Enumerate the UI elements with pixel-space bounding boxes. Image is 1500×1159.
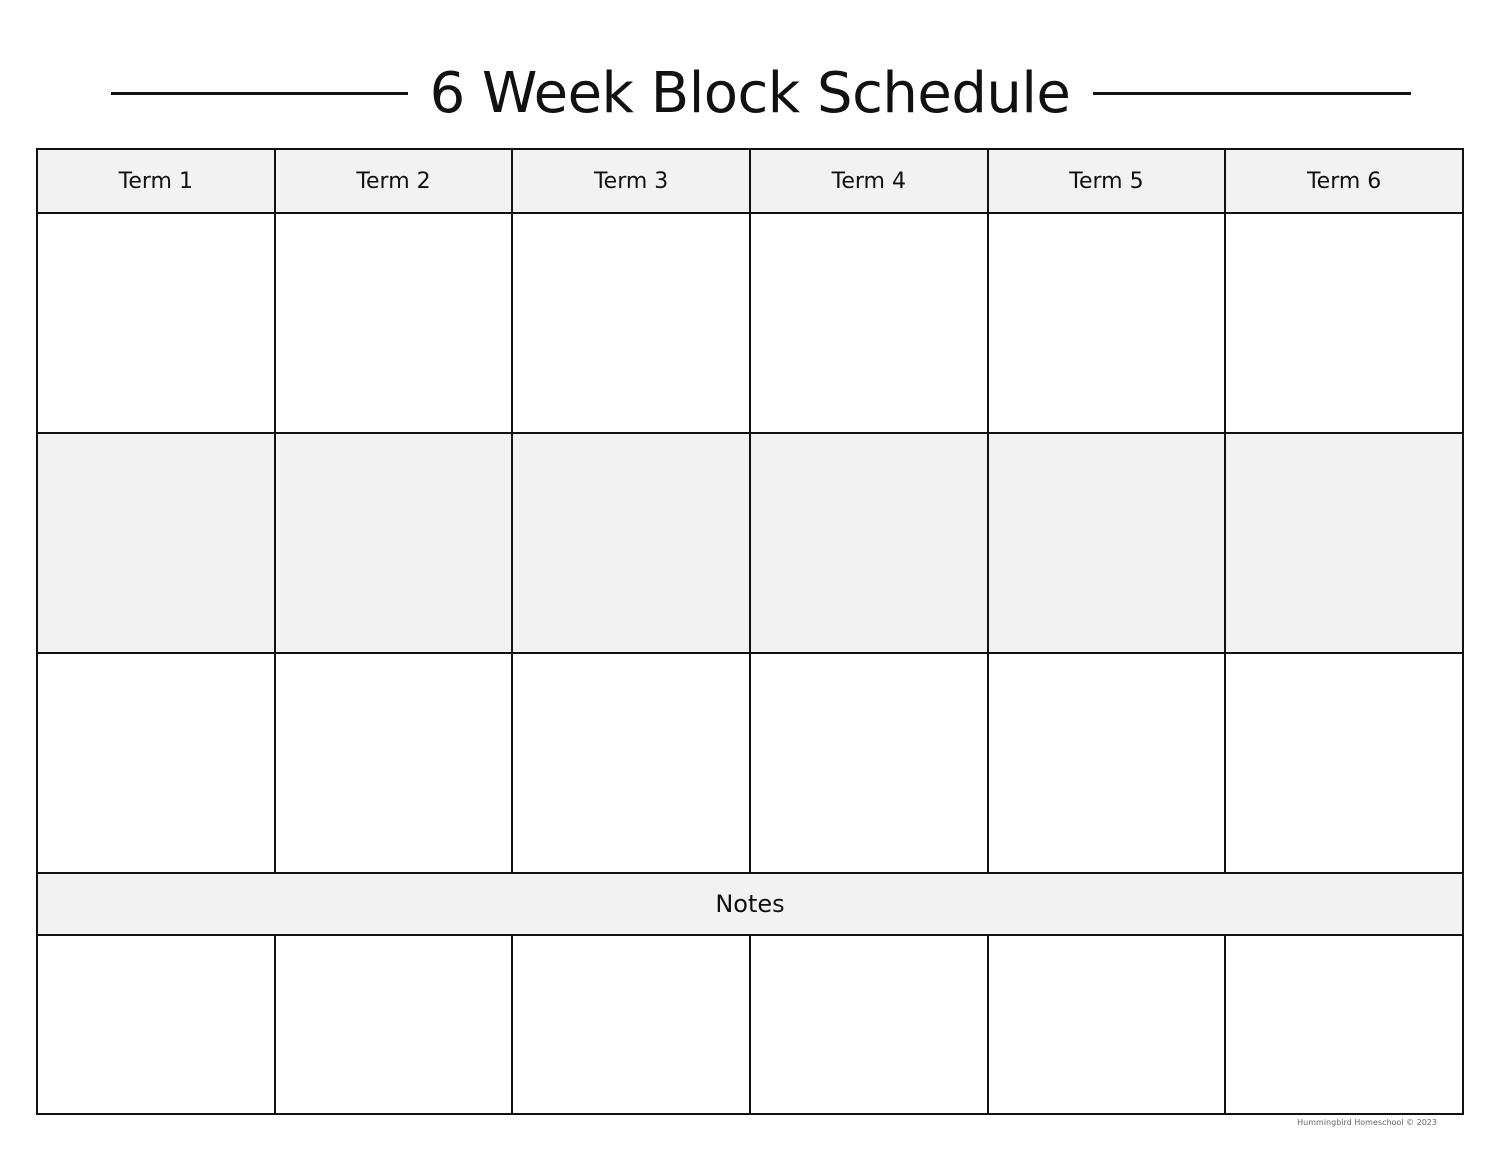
schedule-cell[interactable] xyxy=(512,433,750,653)
term-header-row xyxy=(37,149,1463,213)
schedule-cell[interactable] xyxy=(1225,433,1463,653)
schedule-cell[interactable] xyxy=(988,433,1226,653)
schedule-cell[interactable] xyxy=(750,433,988,653)
schedule-grid xyxy=(36,148,1464,1115)
notes-cell[interactable] xyxy=(512,935,750,1114)
notes-cell[interactable] xyxy=(275,935,513,1114)
notes-cell[interactable] xyxy=(988,935,1226,1114)
schedule-cell[interactable] xyxy=(1225,653,1463,873)
term-header-1: Term 1 xyxy=(37,149,275,213)
schedule-cell[interactable] xyxy=(512,213,750,433)
schedule-cell[interactable] xyxy=(988,653,1226,873)
schedule-row-2 xyxy=(37,433,1463,653)
notes-cell[interactable] xyxy=(37,935,275,1114)
schedule-cell[interactable] xyxy=(512,653,750,873)
schedule-cell[interactable] xyxy=(275,213,513,433)
schedule-cell[interactable] xyxy=(37,433,275,653)
schedule-cell[interactable] xyxy=(37,213,275,433)
notes-heading: Notes xyxy=(37,873,1463,935)
title-banner xyxy=(0,58,1500,130)
copyright-footer: Hummingbird Homeschool © 2023 xyxy=(1297,1118,1437,1127)
term-header-6: Term 6 xyxy=(1225,149,1463,213)
schedule-row-3 xyxy=(37,653,1463,873)
notes-cell[interactable] xyxy=(1225,935,1463,1114)
term-header-5: Term 5 xyxy=(988,149,1226,213)
schedule-row-1 xyxy=(37,213,1463,433)
schedule-cell[interactable] xyxy=(275,653,513,873)
term-header-2: Term 2 xyxy=(275,149,513,213)
schedule-cell[interactable] xyxy=(1225,213,1463,433)
notes-header-row xyxy=(37,873,1463,935)
schedule-cell[interactable] xyxy=(750,213,988,433)
title-rule-left xyxy=(111,92,408,95)
term-header-3: Term 3 xyxy=(512,149,750,213)
title-rule-right xyxy=(1093,92,1411,95)
notes-row xyxy=(37,935,1463,1114)
page-title: 6 Week Block Schedule xyxy=(429,61,1071,126)
term-header-4: Term 4 xyxy=(750,149,988,213)
schedule-cell[interactable] xyxy=(988,213,1226,433)
schedule-cell[interactable] xyxy=(37,653,275,873)
schedule-cell[interactable] xyxy=(275,433,513,653)
schedule-cell[interactable] xyxy=(750,653,988,873)
notes-cell[interactable] xyxy=(750,935,988,1114)
